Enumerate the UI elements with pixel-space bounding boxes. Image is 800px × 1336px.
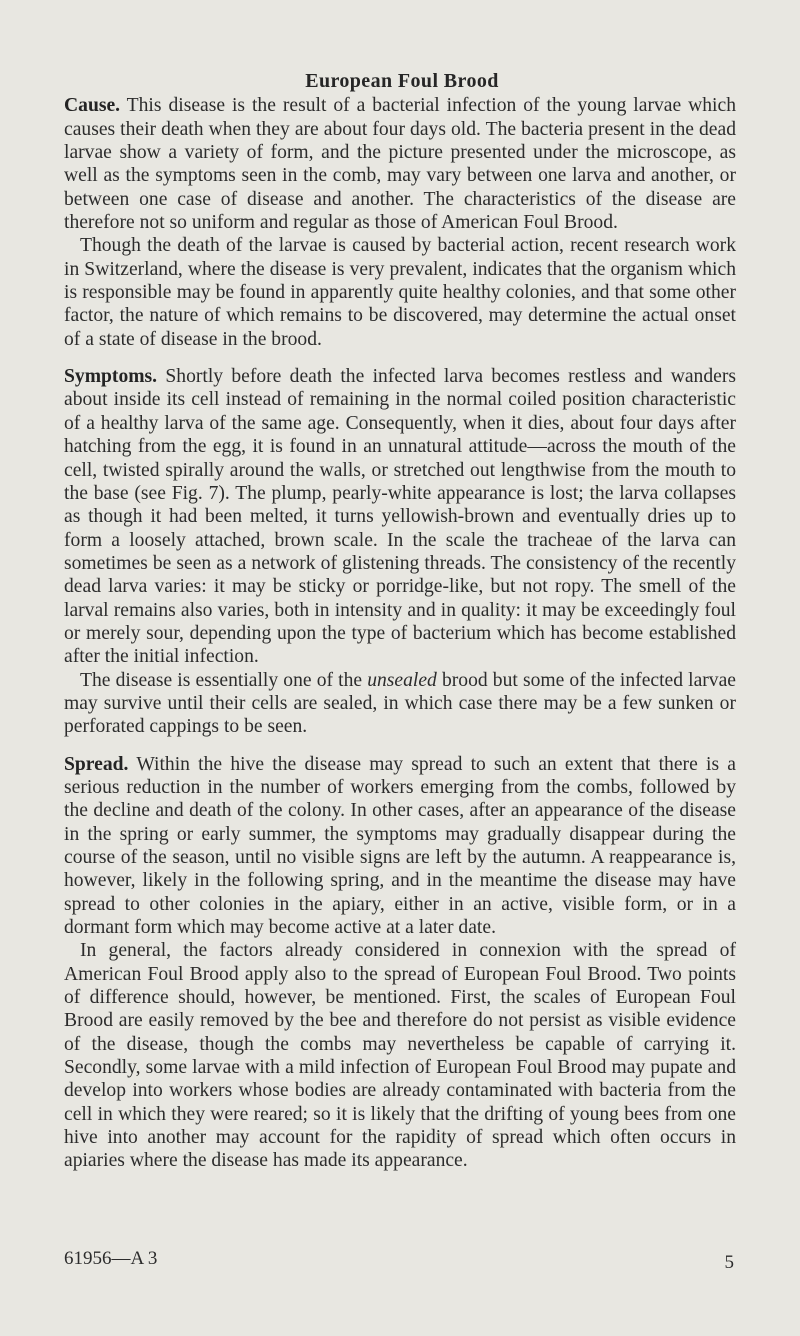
page-number: 5 — [724, 1252, 734, 1273]
symptoms-paragraph-1 — [64, 365, 736, 668]
symptoms-text-2a: The disease is essentially one of the — [80, 669, 368, 691]
page-title: European Foul Brood — [305, 70, 499, 92]
cause-heading: Cause. — [64, 95, 121, 117]
printer-signature: 61956—A 3 — [64, 1248, 158, 1269]
spread-text-1: Within the hive the disease may spread to such an extent that there is a serious reduction in the number of workers emerging from the combs, followed by the decline and death of the colony. In other cases, after an appearance of the disease in the spring or early summer, the symptoms may gradually disappear during the course of the season, until no visible signs are left by the autumn. A reappearance is, however, likely in the following spring, and in the meantime the disease may have spread to other colonies in the apiary, either in an active, visible form, or in a dormant form which may become active at a later date. — [64, 753, 736, 939]
symptoms-heading: Symptoms. — [64, 366, 158, 388]
symptoms-text-1: Shortly before death the infected larva becomes restless and wanders about inside its cell instead of remaining in the normal coiled position characteristic of a healthy larva of the same age. Consequently, when it dies, about four days after hatching from the egg, it is found in an unnatural attitude—across the mouth of the cell, twisted spirally around the walls, or stretched out lengthwise from the mouth to the base (see Fig. 7). The plump, pearly-white appearance is lost; the larva collapses as though it had been melted, it turns yellowish-brown and eventually dries up to form a loosely attached, brown scale. In the scale the tracheae of the larva can sometimes be seen as a network of glistening threads. The consistency of the recently dead larva varies: it may be sticky or porridge-like, but not ropy. The smell of the larval remains also varies, both in intensity and in quality: it may be exceedingly foul or merely sour, depending upon the type of bacterium which has become established after the initial infection. — [64, 366, 736, 668]
cause-paragraph-1 — [64, 94, 736, 234]
cause-paragraph-2: Though the death of the larvae is caused by bacterial action, recent research work in Switzerland, where the disease is very prevalent, indicates that the organism which is responsible may be found in apparently quite healthy colonies, and that some other factor, the nature of which remains to be discovered, may determine the actual onset of a state of disease in the brood. — [64, 235, 736, 350]
spread-paragraph-2: In general, the factors already considered in connexion with the spread of American Foul Brood apply also to the spread of European Foul Brood. Two points of difference should, however, be mentioned. First, the scales of European Foul Brood are easily removed by the bee and therefore do not persist as visible evidence of the disease, though the combs may nevertheless be capable of carrying it. Secondly, some larvae with a mild infection of European Foul Brood may pupate and develop into workers whose bodies are already contaminated with bacteria from the cell in which they were reared; so it is likely that the drifting of young bees from one hive into another may account for the rapidity of spread which often occurs in apiaries where the disease has made its appearance. — [64, 940, 736, 1172]
cause-text-1: This disease is the result of a bacterial infection of the young larvae which causes their death when they are about four days old. The bacteria present in the dead larvae show a variety of form, and the picture presented under the microscope, as well as the symptoms seen in the comb, may vary between one larva and another, or between one case of disease and another. The characteristics of the disease are therefore not so uniform and regular as those of American Foul Brood. — [64, 95, 736, 234]
page-footer — [64, 1248, 736, 1274]
symptoms-paragraph-2 — [64, 669, 736, 739]
symptoms-emphasis: unsealed — [367, 669, 437, 691]
spread-paragraph-1 — [64, 753, 736, 940]
symptoms-text-2b: brood but some of the infected larvae may survive until their cells are sealed, in which case there may be a few sunken or perforated cappings to be seen. — [64, 669, 736, 738]
text-column — [64, 70, 736, 1173]
spread-heading: Spread. — [64, 753, 129, 775]
